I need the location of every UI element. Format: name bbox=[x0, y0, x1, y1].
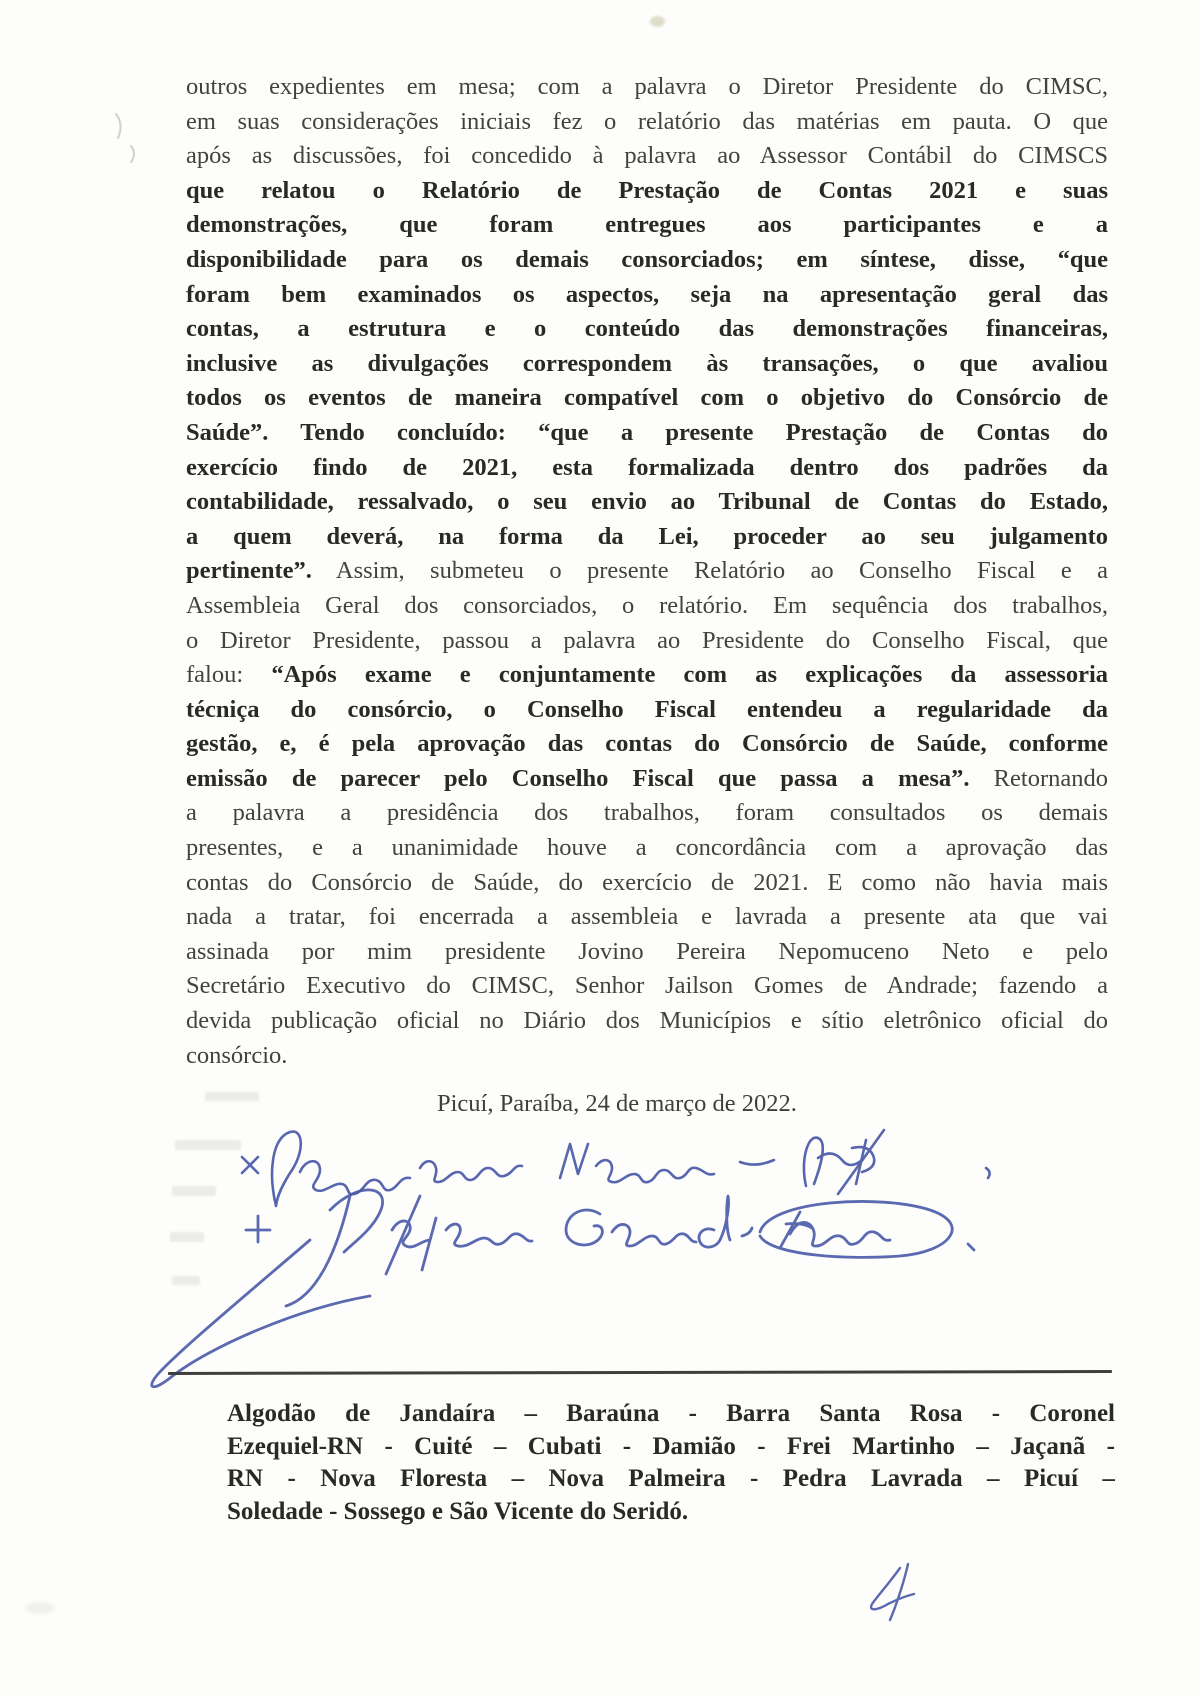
body-line: demonstrações, que foram entregues aos participantes e a bbox=[186, 211, 1108, 239]
scan-artifact bbox=[116, 114, 134, 162]
date-line: Picuí, Paraíba, 24 de março de 2022. bbox=[437, 1090, 797, 1117]
footer-line: RN - Nova Floresta – Nova Palmeira - Pedra Lavrada – Picuí – bbox=[227, 1465, 1115, 1493]
body-line: exercício findo de 2021, esta formalizada dentro dos padrões da bbox=[186, 453, 1108, 481]
body-text bbox=[186, 70, 1108, 1073]
handwritten-page-number bbox=[871, 1564, 914, 1620]
body-line: presentes, e a unanimidade houve a concordância com a aprovação das bbox=[186, 834, 1108, 862]
body-line: contas, a estrutura e o conteúdo das demonstrações financeiras, bbox=[186, 315, 1108, 343]
body-line: falou: “Após exame e conjuntamente com as explicações da assessoria bbox=[186, 661, 1108, 689]
scan-artifact bbox=[205, 1092, 259, 1101]
body-line: Assembleia Geral dos consorciados, o relatório. Em sequência dos trabalhos, bbox=[186, 591, 1108, 619]
body-line: contas do Consórcio de Saúde, do exercício de 2021. E como não havia mais bbox=[186, 868, 1108, 896]
body-line: inclusive as divulgações correspondem às transações, o que avaliou bbox=[186, 349, 1108, 377]
footer-separator-line bbox=[168, 1370, 1112, 1375]
body-line: que relatou o Relatório de Prestação de Contas 2021 e suas bbox=[186, 176, 1108, 204]
body-line: o Diretor Presidente, passou a palavra ao Presidente do Conselho Fiscal, que bbox=[186, 626, 1108, 654]
scan-artifact bbox=[26, 1602, 54, 1614]
scan-artifact bbox=[172, 1276, 200, 1285]
body-line: disponibilidade para os demais consorciados; em síntese, disse, “que bbox=[186, 245, 1108, 273]
footer-line: Soledade - Sossego e São Vicente do Seridó. bbox=[227, 1497, 689, 1525]
scan-artifact bbox=[175, 1140, 241, 1150]
body-line: todos os eventos de maneira compatível com o objetivo do Consórcio de bbox=[186, 384, 1108, 412]
body-line: emissão de parecer pelo Conselho Fiscal que passa a mesa”. Retornando bbox=[186, 764, 1108, 792]
body-line: consórcio. bbox=[186, 1041, 288, 1069]
body-line: outros expedientes em mesa; com a palavra o Diretor Presidente do CIMSC, bbox=[186, 73, 1108, 100]
body-line: Saúde”. Tendo concluído: “que a presente Prestação de Contas do bbox=[186, 418, 1108, 446]
body-line: foram bem examinados os aspectos, seja na apresentação geral das bbox=[186, 280, 1108, 308]
scan-artifact bbox=[170, 1232, 204, 1242]
body-line: técniça do consórcio, o Conselho Fiscal entendeu a regularidade da bbox=[186, 695, 1108, 723]
body-line: gestão, e, é pela aprovação das contas do Consórcio de Saúde, conforme bbox=[186, 730, 1108, 758]
footer-line: Algodão de Jandaíra – Baraúna - Barra Santa Rosa - Coronel bbox=[227, 1400, 1115, 1427]
body-line: em suas considerações iniciais fez o relatório das matérias em pauta. O que bbox=[186, 107, 1108, 135]
body-line: após as discussões, foi concedido à palavra ao Assessor Contábil do CIMSCS bbox=[186, 142, 1108, 170]
body-line: nada a tratar, foi encerrada a assembleia e lavrada a presente ata que vai bbox=[186, 903, 1108, 931]
body-line: Secretário Executivo do CIMSC, Senhor Jailson Gomes de Andrade; fazendo a bbox=[186, 972, 1108, 1000]
body-line: a palavra a presidência dos trabalhos, foram consultados os demais bbox=[186, 799, 1108, 827]
body-line: a quem deverá, na forma da Lei, proceder ao seu julgamento bbox=[186, 522, 1108, 550]
scan-artifact bbox=[650, 16, 665, 27]
signature-jailson-gomes-de-andrade bbox=[152, 1190, 974, 1387]
body-line: devida publicação oficial no Diário dos Municípios e sítio eletrônico oficial do bbox=[186, 1007, 1108, 1035]
footer-line: Ezequiel-RN - Cuité – Cubati - Damião - Frei Martinho – Jaçanã - bbox=[227, 1432, 1115, 1460]
scan-artifact bbox=[172, 1186, 216, 1196]
body-line: pertinente”. Assim, submeteu o presente Relatório ao Conselho Fiscal e a bbox=[186, 557, 1108, 585]
signature-jovino-pereira-nepomuceno-neto bbox=[242, 1130, 990, 1206]
body-line: assinada por mim presidente Jovino Pereira Nepomuceno Neto e pelo bbox=[186, 937, 1108, 965]
body-line: contabilidade, ressalvado, o seu envio ao Tribunal de Contas do Estado, bbox=[186, 488, 1108, 516]
footer-municipalities bbox=[227, 1398, 1115, 1528]
